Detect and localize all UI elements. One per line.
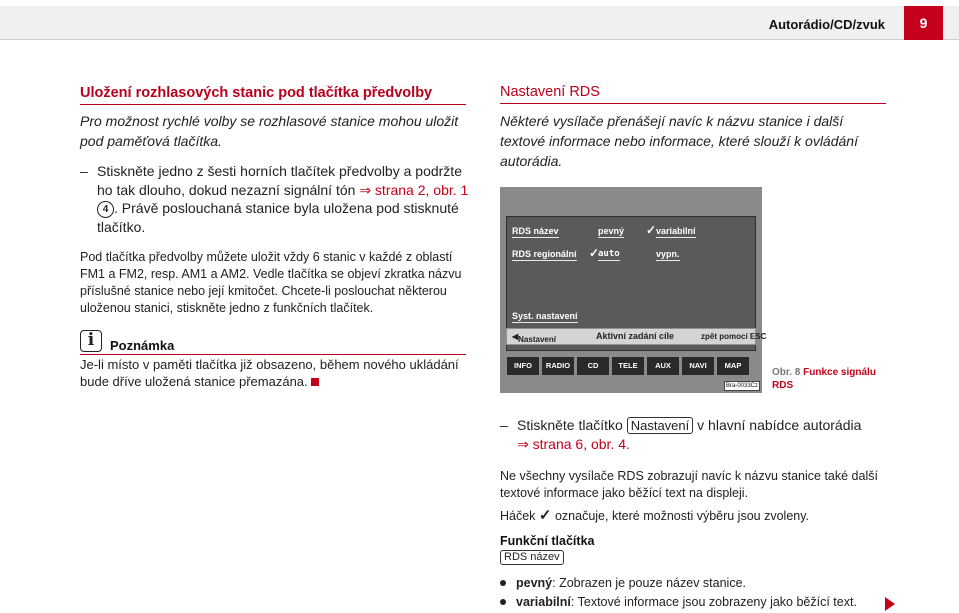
step-text-2: . Právě poslouchaná stanice byla uložena pod stisknuté tlačítko. (97, 200, 459, 235)
check-icon: ✓ (589, 246, 600, 260)
option-variable: variabilní (656, 226, 696, 236)
hw-button-tele: TELE (612, 357, 644, 375)
bullet-icon (500, 580, 506, 586)
header-title: Autorádio/CD/zvuk (768, 17, 885, 32)
list-item (500, 594, 880, 611)
settings-key: Nastavení (627, 417, 694, 434)
page-reference-link[interactable]: strana 6, obr. 4. (528, 435, 630, 452)
para2-text-a: Háček (500, 509, 539, 523)
note-divider (80, 354, 466, 355)
menu-system-settings: Syst. nastavení (512, 311, 578, 321)
right-step (500, 416, 892, 453)
left-lead: Pro možnost rychlé volby se rozhlasové stanice mohou uložit pod paměťová tlačítka. (80, 113, 459, 149)
bullet-text: : Zobrazen je pouze název stanice. (552, 576, 747, 590)
bullet-text: : Textové informace jsou zobrazeny jako běžící text. (570, 595, 857, 609)
status-settings: ◀ Nastavení (512, 332, 556, 344)
hw-button-cd: CD (577, 357, 609, 375)
hw-button-navi: NAVI (682, 357, 714, 375)
list-item (500, 575, 880, 592)
status-back-esc: zpět pomocí ESC (701, 332, 767, 341)
hw-button-radio: RADIO (542, 357, 574, 375)
status-active-destination: Aktivní zadání cíle (596, 331, 675, 341)
check-icon: ✓ (538, 507, 552, 524)
right-lead: Některé vysílače přenášejí navíc k názvu stanice i další textové informace nebo informace, které slouží k ovládání autorádia. (500, 113, 858, 169)
check-icon: ✓ (646, 223, 657, 237)
option-auto: auto (598, 249, 620, 259)
bullet-icon (500, 599, 506, 605)
rds-name-key: RDS název (500, 550, 564, 565)
hw-button-info: INFO (507, 357, 539, 375)
note-text (80, 356, 472, 390)
left-section-title: Uložení rozhlasových stanic pod tlačítka předvolby (80, 85, 466, 105)
step-dash: – (80, 163, 88, 179)
page-reference-link[interactable]: strana 2, obr. 1 (371, 181, 469, 198)
bullet-term: variabilní (516, 595, 571, 609)
menu-rds-name: RDS název (512, 226, 559, 236)
next-page-arrow-icon[interactable] (885, 597, 895, 611)
arrow-icon: ⇒ (359, 181, 372, 198)
radio-display-figure (500, 187, 767, 393)
function-keys-title: Funkční tlačítka (500, 534, 595, 548)
option-off: vypn. (656, 249, 680, 259)
note-body: Je-li místo v paměti tlačítka již obsazeno, během nového ukládání bude dříve uložená stanice přemazána. (80, 357, 459, 389)
figure-caption (772, 366, 892, 392)
right-section-title: Nastavení RDS (500, 84, 886, 104)
right-paragraph-1: Ne všechny vysílače RDS zobrazují navíc k názvu stanice také další textové informace jako běžící text na displeji. (500, 469, 878, 500)
end-marker-icon (311, 378, 319, 386)
left-paragraph: Pod tlačítka předvolby můžete uložit vždy 6 stanic v každé z oblastí FM1 a FM2, resp. AM1 a AM2. Vedle tlačítka se objeví zkratka názvu příslušné stanice nebo její kmitočet. Chcete-li poslouchat některou uloženou stanici, stiskněte jedno z funkčních tlačítek. (80, 250, 462, 315)
menu-rds-regional: RDS regionální (512, 249, 577, 259)
hw-button-aux: AUX (647, 357, 679, 375)
hw-button-map: MAP (717, 357, 749, 375)
step-text-1: Stiskněte jedno z šesti horních tlačítek předvolby a podržte ho tak dlouho, dokud nezazní signální tón (97, 163, 462, 198)
display-status-bar (506, 328, 767, 345)
step-text-2: v hlavní nabídce autorádia (693, 417, 862, 433)
option-fixed: pevný (598, 226, 625, 236)
page-number: 9 (904, 6, 943, 40)
para2-text-b: označuje, které možnosti výběru jsou zvoleny. (551, 509, 810, 523)
info-icon: i (80, 330, 102, 352)
figure-code: Bra-0033Cz (725, 383, 758, 389)
step-dash: – (500, 417, 508, 433)
right-paragraph-2 (500, 507, 880, 525)
figure-title: Funkce signálu RDS (772, 367, 876, 391)
callout-number: 4 (97, 201, 114, 218)
bullet-term: pevný (516, 576, 553, 590)
arrow-icon: ⇒ (517, 435, 529, 452)
figure-number: Obr. 8 (772, 367, 801, 378)
step-text-1: Stiskněte tlačítko (517, 417, 627, 433)
note-title: Poznámka (110, 338, 175, 353)
left-step (80, 162, 472, 237)
